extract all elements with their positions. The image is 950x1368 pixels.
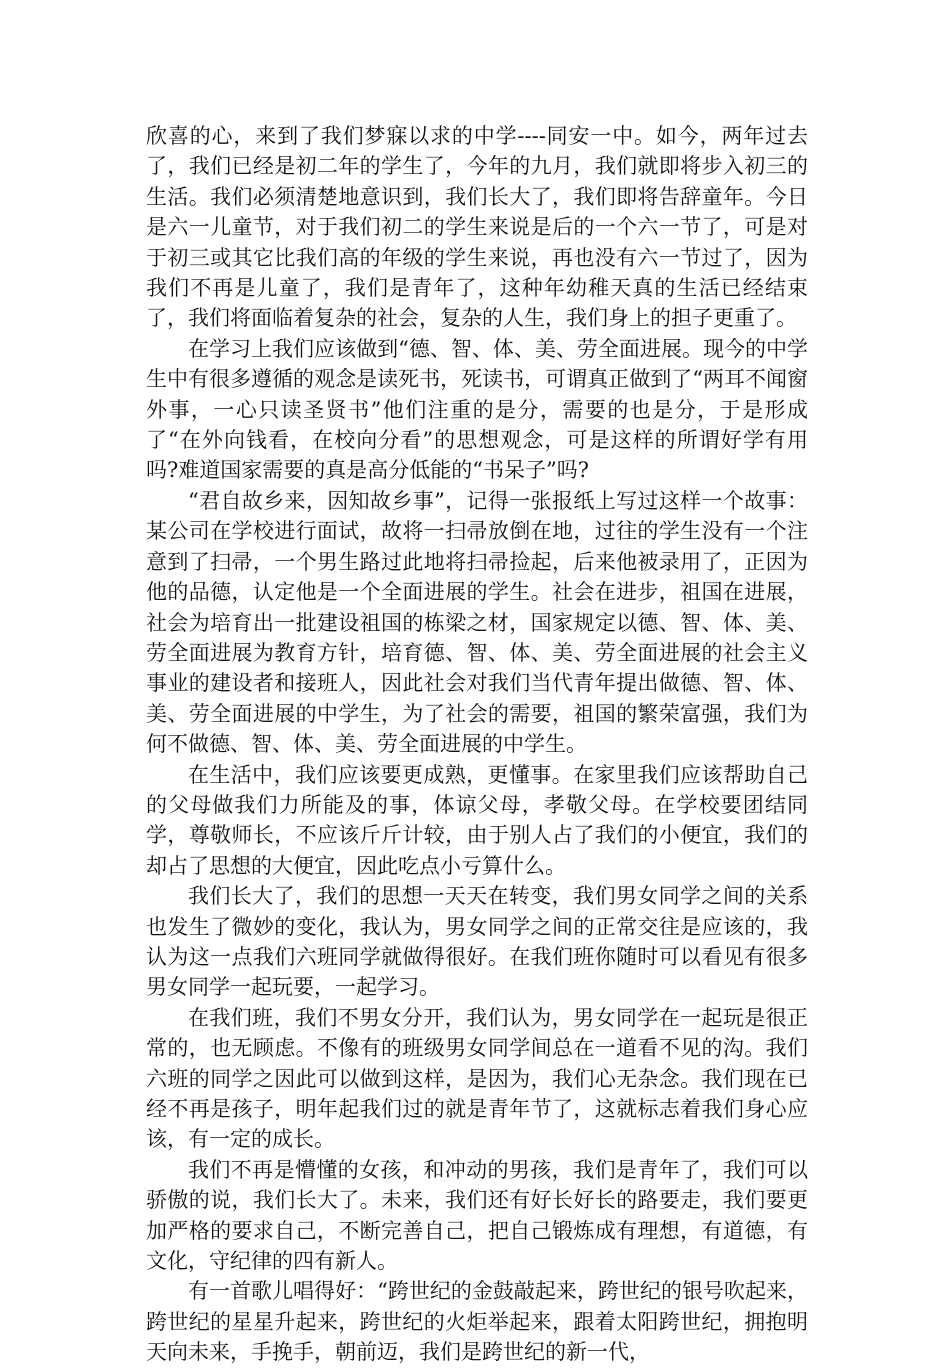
- paragraph: “君自故乡来，因知故乡事”，记得一张报纸上写过这样一个故事：某公司在学校进行面试，故将一扫帚放倒在地，过往的学生没有一个注意到了扫帚，一个男生路过此地将扫帚捡起，后来他被录用了，正因为他的品德，认定他是一个全面进展的学生。社会在进步，祖国在进展，社会为培育出一批建设祖国的栋梁之材，国家规定以德、智、体、美、劳全面进展为教育方针，培育德、智、体、美、劳全面进展的社会主义事业的建设者和接班人，因此社会对我们当代青年提出做德、智、体、美、劳全面进展的中学生，为了社会的需要，祖国的繁荣富强，我们为何不做德、智、体、美、劳全面进展的中学生。: [146, 488, 808, 757]
- paragraph: 有一首歌儿唱得好：“跨世纪的金鼓敲起来，跨世纪的银号吹起来，跨世纪的星星升起来，跨世纪的火炬举起来，跟着太阳跨世纪，拥抱明天向未来，手挽手，朝前迈，我们是跨世纪的新一代，: [146, 1279, 808, 1365]
- paragraph: 在我们班，我们不男女分开，我们认为，男女同学在一起玩是很正常的，也无顾虑。不像有的班级男女同学间总在一道看不见的沟。我们六班的同学之因此可以做到这样，是因为，我们心无杂念。我们现在已经不再是孩子，明年起我们过的就是青年节了，这就标志着我们身心应该，有一定的成长。: [146, 1005, 808, 1152]
- paragraph: 在学习上我们应该做到“德、智、体、美、劳全面进展。现今的中学生中有很多遵循的观念是读死书，死读书，可谓真正做到了“两耳不闻窗外事，一心只读圣贤书”他们注重的是分，需要的也是分，于是形成了“在外向钱看，在校向分看”的思想观念，可是这样的所谓好学有用吗?难道国家需要的真是高分低能的“书呆子”吗?: [146, 336, 808, 483]
- paragraph: 我们长大了，我们的思想一天天在转变，我们男女同学之间的关系也发生了微妙的变化，我认为，男女同学之间的正常交往是应该的，我认为这一点我们六班同学就做得很好。在我们班你随时可以看见有很多男女同学一起玩要，一起学习。: [146, 884, 808, 1000]
- paragraph: 我们不再是懵懂的女孩，和冲动的男孩，我们是青年了，我们可以骄傲的说，我们长大了。未来，我们还有好长好长的路要走，我们要更加严格的要求自己，不断完善自己，把自己锻炼成有理想，有道德，有文化，守纪律的四有新人。: [146, 1157, 808, 1274]
- paragraph: 欣喜的心，来到了我们梦寐以求的中学----同安一中。如今，两年过去了，我们已经是初二年的学生了，今年的九月，我们就即将步入初三的生活。我们必须清楚地意识到，我们长大了，我们即将告辞童年。今日是六一儿童节，对于我们初二的学生来说是后的一个六一节了，可是对于初三或其它比我们高的年级的学生来说，再也没有六一节过了，因为我们不再是儿童了，我们是青年了，这种年幼稚天真的生活已经结束了，我们将面临着复杂的社会，复杂的人生，我们身上的担子更重了。: [146, 124, 808, 331]
- body-text: [146, 121, 808, 1368]
- paragraph: 在生活中，我们应该要更成熟，更懂事。在家里我们应该帮助自己的父母做我们力所能及的事，体谅父母，孝敬父母。在学校要团结同学，尊敬师长，不应该斤斤计较，由于别人占了我们的小便宜，我们的却占了思想的大便宜，因此吃点小亏算什么。: [146, 762, 808, 878]
